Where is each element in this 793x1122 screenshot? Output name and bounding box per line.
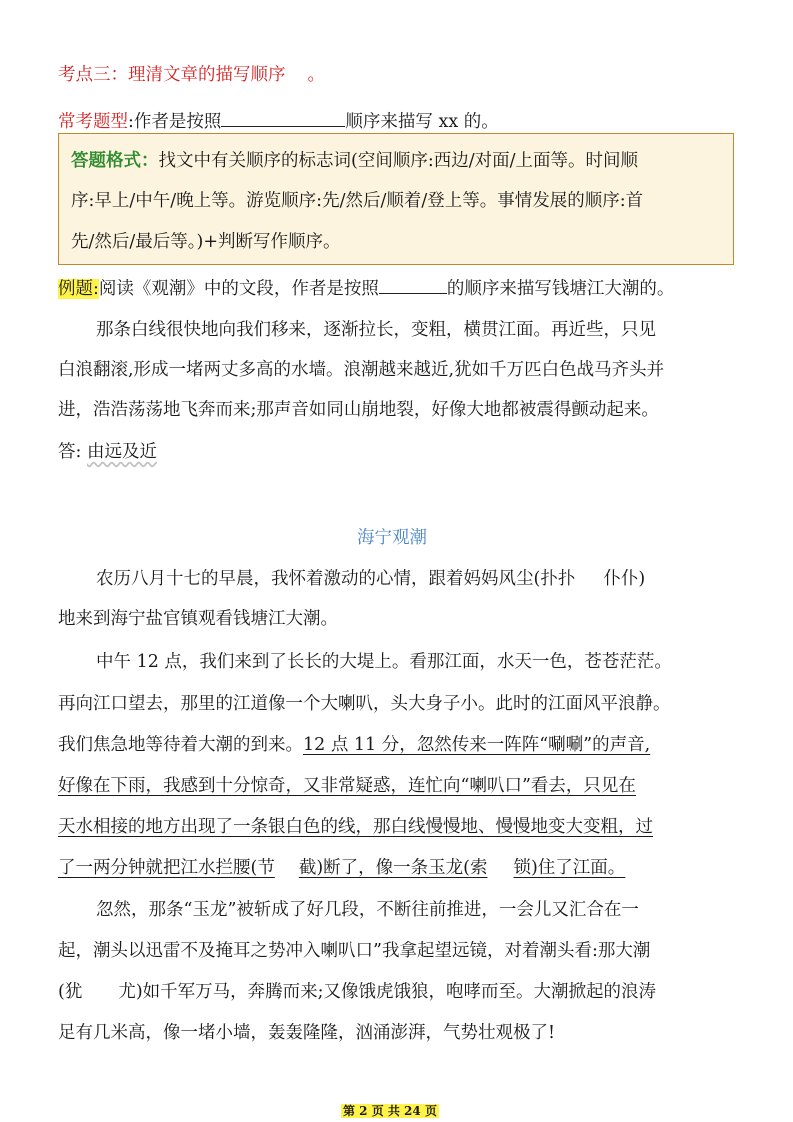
article-p3-line-4: 足有几米高，像一堵小墙，轰轰隆隆，汹涌澎湃，气势壮观极了! xyxy=(58,1023,556,1043)
article-p1-line-1 xyxy=(96,568,645,590)
article-p2-line-5: 天水相接的地方出现了一条银白色的线，那白线慢慢地、慢慢地变大变粗，过 xyxy=(58,817,653,837)
page-number: 第 2 页 共 24 页 xyxy=(343,1104,437,1118)
answer-format-line-2: 序:早上/中午/晚上等。游览顺序:先/然后/顺着/登上等。事情发展的顺序:首 xyxy=(71,191,644,211)
article-p2-line-3 xyxy=(58,734,650,756)
example-passage-line-1: 那条白线很快地向我们移来，逐渐拉长，变粗，横贯江面。再近些，只见 xyxy=(96,320,656,340)
article-p3-line-2: 起，潮头以迅雷不及掩耳之势冲入喇叭口”我拿起望远镜，对着潮头看:那大潮 xyxy=(58,941,651,961)
answer-format-text-1: 找文中有关顺序的标志词(空间顺序:西边/对面/上面等。时间顺 xyxy=(158,151,639,171)
section-heading-tail: 。 xyxy=(307,65,325,85)
question-type-text-after: 顺序来描写 xx 的。 xyxy=(345,112,499,132)
answer-format-box xyxy=(58,133,734,265)
section-heading-text: 考点三：理清文章的描写顺序 xyxy=(58,65,286,85)
example-answer-label: 答: xyxy=(58,442,82,462)
article-p2-line-6-c: 锁)住了江面。 xyxy=(513,858,626,878)
article-title: 海宁观潮 xyxy=(357,528,427,548)
example-blank xyxy=(379,275,447,294)
example-answer-text: 由远及近 xyxy=(86,442,157,462)
article-p3-line-3 xyxy=(58,981,656,1003)
answer-format-line-3: 先/然后/最后等。)+判断写作顺序。 xyxy=(71,232,341,252)
article-p2-line-6-b: 截)断了，像一条玉龙(索 xyxy=(298,858,488,878)
example-question xyxy=(58,275,674,300)
example-text-after: 的顺序来描写钱塘江大潮的。 xyxy=(446,279,675,299)
article-p1-line-2: 地来到海宁盐官镇观看钱塘江大潮。 xyxy=(58,609,338,629)
article-p2-line-6-a: 了一两分钟就把江水拦腰(节 xyxy=(58,858,275,878)
example-label: 例题: xyxy=(58,279,99,299)
question-type-text-before: 作者是按照 xyxy=(133,112,222,132)
article-p2-line-1: 中午 12 点，我们来到了长长的大堤上。看那江面，水天一色，苍苍茫茫。 xyxy=(96,652,672,672)
article-p3-line-1: 忽然，那条“玉龙”被斩成了好几段，不断往前推进，一会儿又汇合在一 xyxy=(96,900,639,920)
section-heading xyxy=(58,64,325,86)
article-p1-text-a: 农历八月十七的早晨，我怀着激动的心情，跟着妈妈风尘(扑扑 xyxy=(96,569,576,589)
question-type-label: 常考题型 xyxy=(58,112,128,132)
example-answer xyxy=(58,441,157,463)
question-type-line xyxy=(58,108,499,133)
article-p1-text-b: 仆仆) xyxy=(603,569,646,589)
article-p3-line-3-a: (犹 xyxy=(58,982,83,1002)
article-p2-line-3-underlined: 12 点 11 分，忽然传来一阵阵“唰唰”的声音, xyxy=(303,735,651,755)
article-p2-line-4: 好像在下雨，我感到十分惊奇，又非常疑惑，连忙向“喇叭口”看去，只见在 xyxy=(58,776,636,796)
question-type-colon: : xyxy=(128,112,134,132)
example-passage-line-2: 白浪翻滚,形成一堵两丈多高的水墙。浪潮越来越近,犹如千万匹白色战马齐头并 xyxy=(58,360,665,380)
answer-blank xyxy=(221,108,345,127)
article-p2-line-2: 再向江口望去，那里的江道像一个大喇叭，头大身子小。此时的江面风平浪静。 xyxy=(58,694,671,714)
example-passage-line-3: 进，浩浩荡荡地飞奔而来;那声音如同山崩地裂，好像大地都被震得颤动起来。 xyxy=(58,400,659,420)
answer-format-label: 答题格式： xyxy=(71,151,159,171)
article-p3-line-3-b: 尤)如千军万马，奔腾而来;又像饿虎饿狼，咆哮而至。大潮掀起的浪涛 xyxy=(118,982,657,1002)
page-footer xyxy=(341,1100,439,1119)
article-p2-line-6 xyxy=(58,857,625,879)
answer-format-line-1 xyxy=(71,150,638,172)
example-text-before: 阅读《观潮》中的文段，作者是按照 xyxy=(98,279,379,299)
article-p2-line-3-plain: 我们焦急地等待着大潮的到来。 xyxy=(58,735,303,755)
